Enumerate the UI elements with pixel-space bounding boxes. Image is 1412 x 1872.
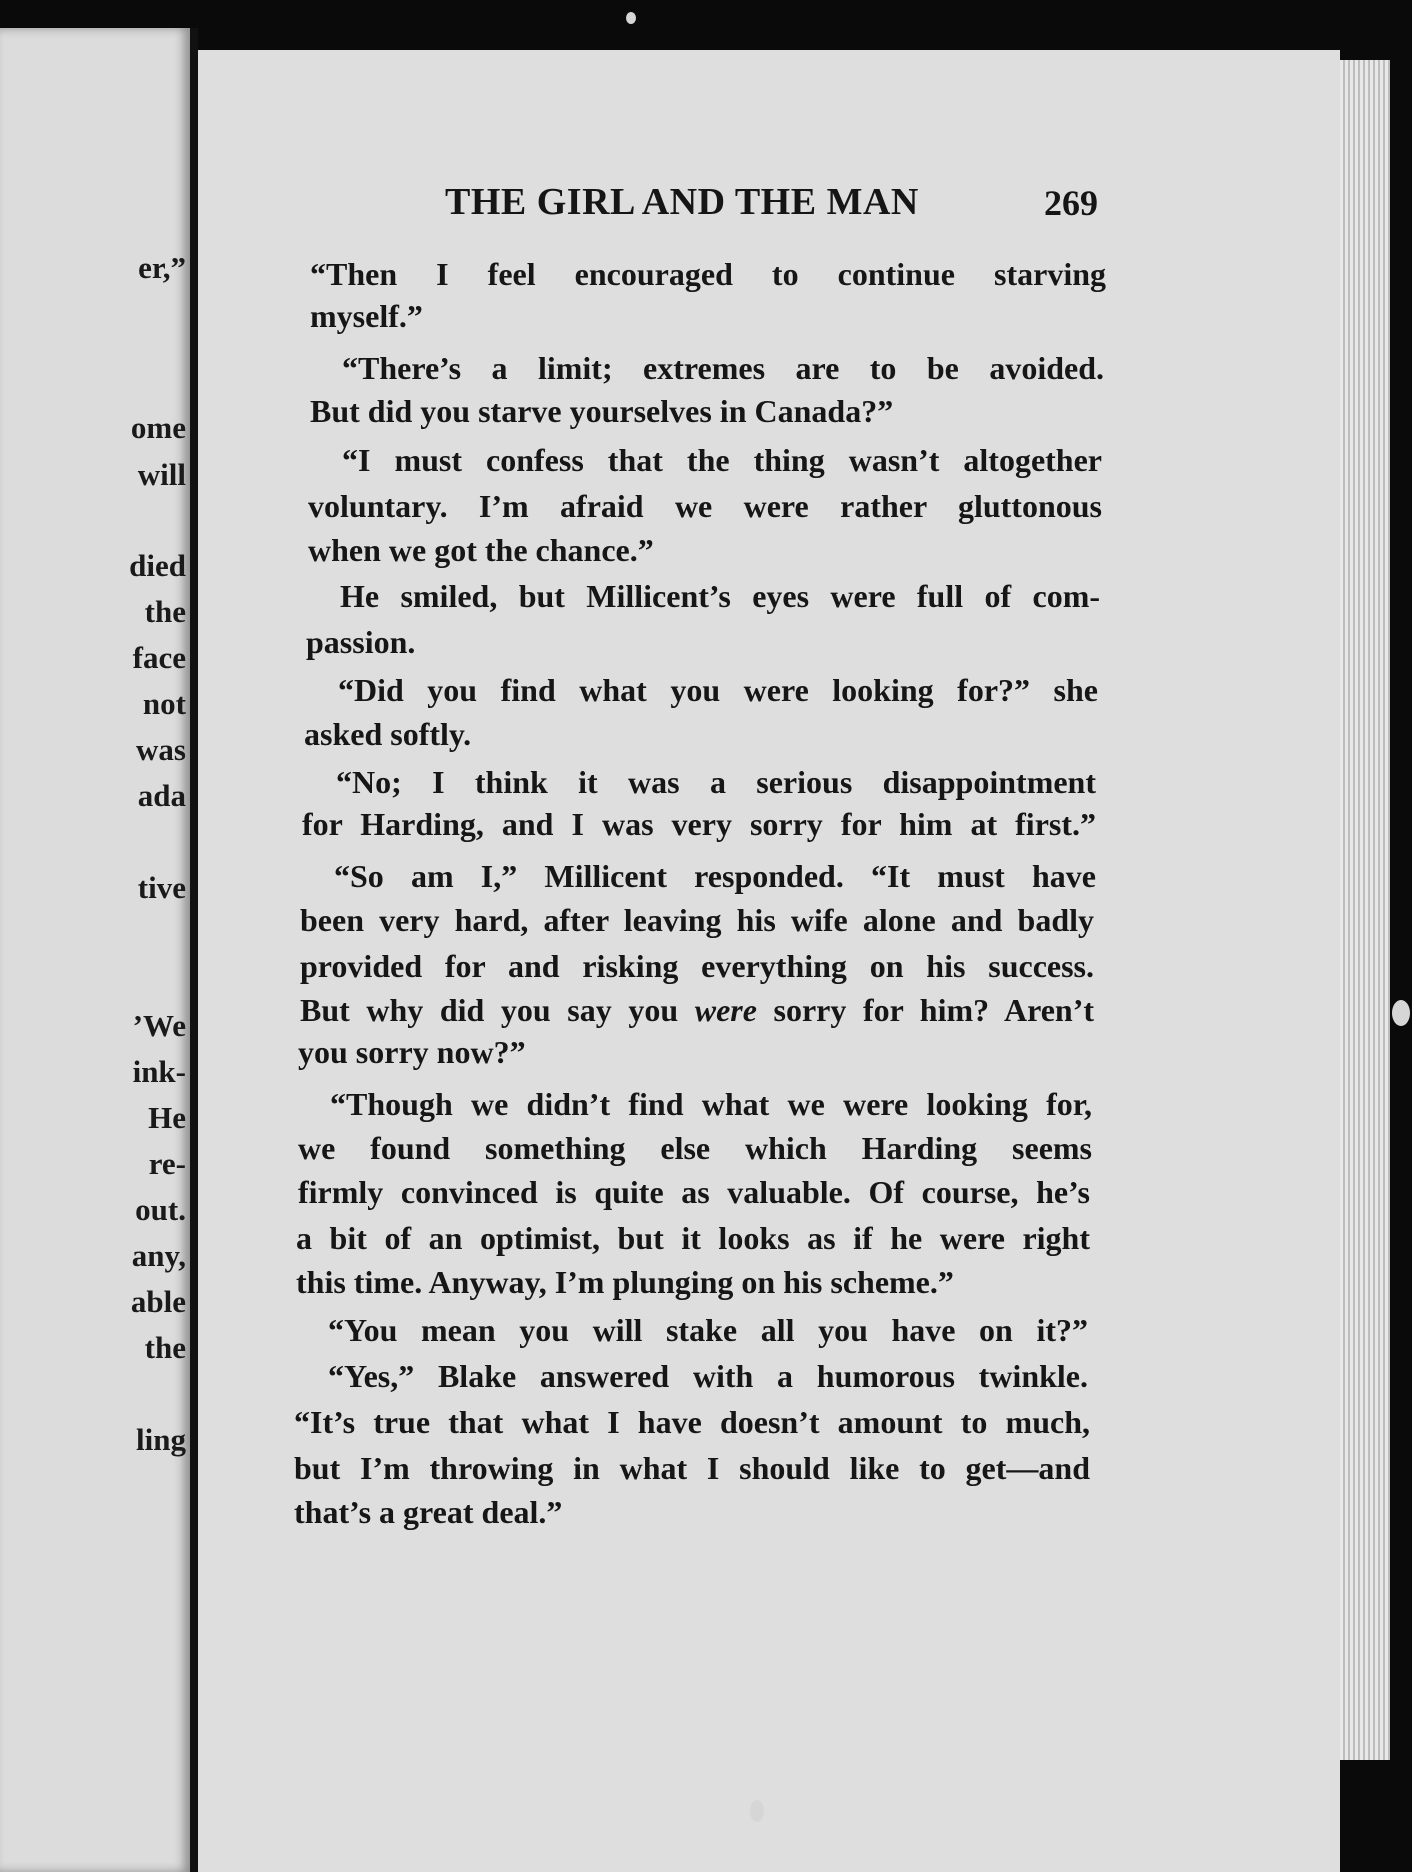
text-segment: But why did you say you: [300, 992, 695, 1028]
text-segment: sorry for him? Aren’t: [756, 992, 1095, 1028]
text-line: “I must confess that the thing wasn’t altogether: [342, 442, 1102, 478]
text-line: a bit of an optimist, but it looks as if he were right: [296, 1220, 1090, 1256]
left-page-fragment: the: [144, 594, 186, 629]
left-page-fragment: was: [136, 732, 186, 767]
text-line: firmly convinced is quite as valuable. Of course, he’s: [298, 1174, 1090, 1210]
left-page-fragment: re-: [148, 1146, 186, 1181]
text-line: provided for and risking everything on his success.: [300, 948, 1094, 984]
text-line: “Though we didn’t find what we were looking for,: [330, 1086, 1092, 1122]
page-edges: [1340, 60, 1390, 1760]
left-page-fragment: He: [148, 1100, 186, 1135]
left-page-fragment: any,: [131, 1238, 186, 1273]
text-line: voluntary. I’m afraid we were rather gluttonous: [308, 488, 1102, 524]
text-line: “There’s a limit; extremes are to be avoided.: [342, 350, 1104, 386]
text-line: “So am I,” Millicent responded. “It must have: [334, 858, 1096, 894]
left-page-fragment: ada: [137, 778, 186, 813]
left-page-fragment: face: [132, 640, 186, 675]
text-line: when we got the chance.”: [308, 532, 654, 568]
text-line: “It’s true that what I have doesn’t amount to much,: [294, 1404, 1090, 1440]
text-line: “Yes,” Blake answered with a humorous twinkle.: [328, 1358, 1088, 1394]
text-line: “Then I feel encouraged to continue starving: [310, 256, 1106, 292]
italic-word: were: [694, 992, 757, 1028]
left-page-fragment: ling: [136, 1422, 186, 1457]
left-page-fragment: died: [129, 548, 186, 583]
left-page-fragment: tive: [137, 870, 186, 905]
scan-artifact: [626, 12, 636, 24]
text-line: that’s a great deal.”: [294, 1494, 563, 1530]
text-line: passion.: [306, 624, 416, 660]
left-page-fragment: ’We: [132, 1008, 186, 1043]
running-head: THE GIRL AND THE MAN: [445, 181, 919, 223]
page-number: 269: [1044, 183, 1098, 223]
text-line: been very hard, after leaving his wife alone and badly: [300, 902, 1094, 938]
left-page-fragment: ome: [130, 410, 186, 445]
text-line: we found something else which Harding seems: [298, 1130, 1092, 1166]
text-line: “No; I think it was a serious disappointment: [336, 764, 1096, 800]
left-page-fragment: not: [142, 686, 186, 721]
text-line: He smiled, but Millicent’s eyes were full of com-: [340, 578, 1100, 614]
text-line: myself.”: [310, 298, 423, 334]
left-page-fragment: will: [137, 457, 186, 492]
text-line: but I’m throwing in what I should like to get—and: [294, 1450, 1090, 1486]
left-page: [0, 28, 190, 1872]
left-page-fragment: ink-: [132, 1054, 186, 1089]
text-line: But did you starve yourselves in Canada?”: [310, 393, 894, 429]
text-line: “Did you find what you were looking for?” she: [338, 672, 1098, 708]
text-line: you sorry now?”: [298, 1034, 526, 1070]
text-line: for Harding, and I was very sorry for him at first.”: [302, 806, 1096, 842]
text-line: asked softly.: [304, 716, 472, 752]
text-line: “You mean you will stake all you have on it?”: [328, 1312, 1088, 1348]
left-page-fragment: er,”: [138, 250, 186, 285]
left-page-fragment: able: [130, 1284, 186, 1319]
text-line: [300, 994, 1094, 1026]
scan-artifact: [750, 1800, 764, 1822]
scan-artifact: [1392, 1000, 1410, 1026]
left-page-fragment: out.: [135, 1192, 186, 1227]
text-line: this time. Anyway, I’m plunging on his scheme.”: [296, 1264, 954, 1300]
book-gutter: [190, 28, 198, 1872]
left-page-fragment: the: [144, 1330, 186, 1365]
